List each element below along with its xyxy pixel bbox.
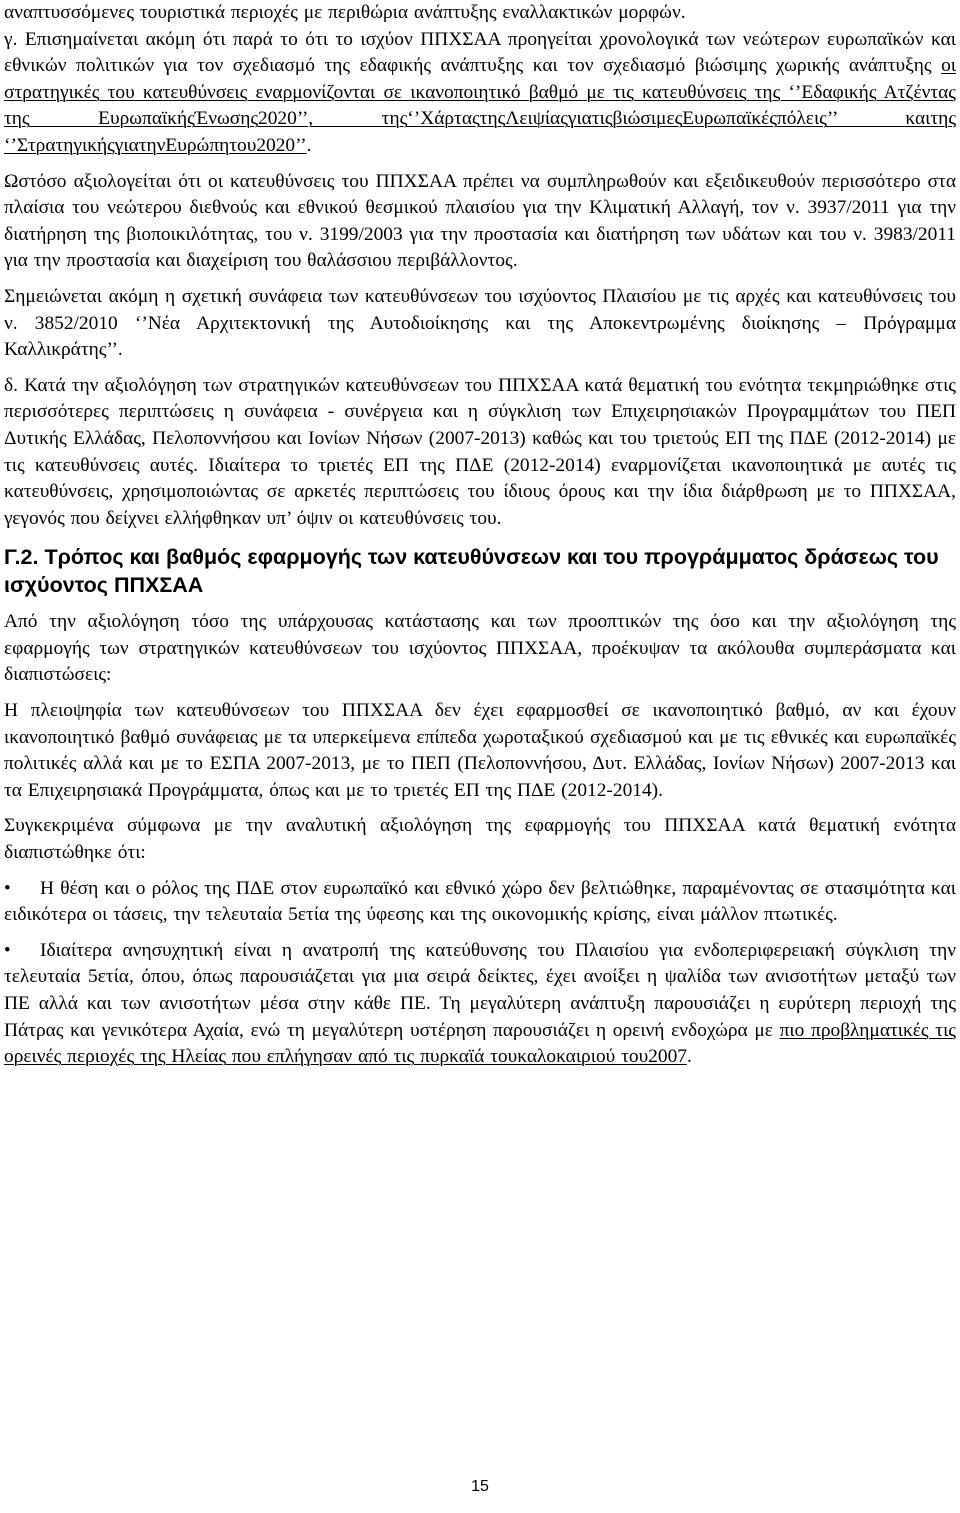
paragraph-specific: Συγκεκριμένα σύμφωνα με την αναλυτική αξιολόγηση της εφαρμογής του ΠΠΧΣΑΑ κατά θεματική ενότητα διαπιστώθηκε ότι: <box>4 815 956 864</box>
paragraph-majority: Η πλειοψηφία των κατευθύνσεων του ΠΠΧΣΑΑ δεν έχει εφαρμοσθεί σε ικανοποιητικό βαθμό, αν και έχουν ικανοποιητικό βαθμό συνάφειας με τα υπερκείμενα επίπεδα χωροταξικού σχεδιασμού και με τις εθνικές και ευρωπαϊκές πολιτικές αλλά και με το ΕΣΠΑ 2007-2013, με το ΠΕΠ (Πελοποννήσου, Δυτ. Ελλάδας, Ιονίων Νήσων) 2007-2013 και τα Επιχειρησιακά Προγράμματα, όπως και με το τριετές ΕΠ της ΠΔΕ (2012-2014). <box>4 700 956 801</box>
bullet-item-convergence-text: Ιδιαίτερα ανησυχητική είναι η ανατροπή της κατεύθυνσης του Πλαισίου για ενδοπεριφερειακή σύγκλιση την τελευταία 5ετία, όπου, όπως παρουσιάζεται για μια σειρά δείκτες, έχει ανοίξει η ψαλίδα των ανισοτήτων μεταξύ των ΠΕ αλλά και των ανισοτήτων μέσα στην κάθε ΠΕ. Τη μεγαλύτερη ανάπτυξη παρουσιάζει η ευρύτερη περιοχή της Πάτρας και γενικότερα Αχαία, ενώ τη μεγαλύτερη υστέρηση παρουσιάζει η ορεινή ενδοχώρα με <box>4 939 956 1041</box>
section-heading: Γ.2. Τρόπος και βαθμός εφαρμογής των κατευθύνσεων και του προγράμματος δράσεως του ισχύοντος ΠΠΧΣΑΑ <box>4 545 939 598</box>
paragraph-evaluation: Από την αξιολόγηση τόσο της υπάρχουσας κατάστασης και των προοπτικών της όσο και την αξιολόγηση της εφαρμογής των στρατηγικών κατευθύνσεων του ισχύοντος ΠΠΧΣΑΑ, προέκυψαν τα ακόλουθα συμπεράσματα και διαπιστώσεις: <box>4 611 956 686</box>
underlined-strategic-directions: οι στρατηγικές του κατευθύνσεις εναρμονίζονται σε ικανοποιητικό βαθμό με τις κατευθύνσεις της ‘’Εδαφικής Ατζέντας της ΕυρωπαϊκήςΈνωσης2020’’, της‘’ΧάρταςτηςΛειψίαςγιατιςβιώσιμεςΕυρωπαϊκέςπόλεις’’ καιτης ‘’ΣτρατηγικήςγιατηνΕυρώπητου2020’’ <box>4 55 956 156</box>
bullet-icon: • <box>4 877 11 899</box>
paragraph-gamma <box>4 27 956 160</box>
bullet-item-position <box>4 876 956 929</box>
bullet-icon: • <box>4 939 11 961</box>
paragraph-however: Ωστόσο αξιολογείται ότι οι κατευθύνσεις του ΠΠΧΣΑΑ πρέπει να συμπληρωθούν και εξειδικευθούν περισσότερο στα πλαίσια του νεώτερου διεθνούς και εθνικού θεσμικού πλαισίου για την Κλιματική Αλλαγή, τον ν. 3937/2011 για την διατήρηση της βιοποικιλότητας, του ν. 3199/2003 για την προστασία και διατήρηση των υδάτων και του ν. 3983/2011 για την προστασία και διαχείριση του θαλάσσιου περιβάλλοντος. <box>4 170 956 272</box>
underlined-ilia-areas: πιο προβληματικές τις ορεινές περιοχές της Ηλείας που επλήγησαν από τις πυρκαϊά τουκαλοκαιριού του2007 <box>4 1019 956 1068</box>
bullet-item-position-text: Η θέση και ο ρόλος της ΠΔΕ στον ευρωπαϊκό και εθνικό χώρο δεν βελτιώθηκε, παραμένοντας σε στασιμότητα και ειδικότερα οι τάσεις, την τελευταία 5ετία της ύφεσης και της οικονομικής κρίσης, είναι μάλλον πτωτικές. <box>4 877 956 926</box>
paragraph-delta: δ. Κατά την αξιολόγηση των στρατηγικών κατευθύνσεων του ΠΠΧΣΑΑ κατά θεματική του ενότητα τεκμηριώθηκε στις περισσότερες περιπτώσεις η συνάφεια - συνέργεια και η σύγκλιση των Επιχειρησιακών Προγραμμάτων του ΠΕΠ Δυτικής Ελλάδας, Πελοποννήσου και Ιονίων Νήσων (2007-2013) καθώς και του τριετούς ΕΠ της ΠΔΕ (2012-2014) με τις κατευθύνσεις αυτές. Ιδιαίτερα το τριετές ΕΠ της ΠΔΕ (2012-2014) εναρμονίζεται ικανοποιητικά με αυτές τις κατευθύνσεις, χρησιμοποιώντας σε αρκετές περιπτώσεις του ίδιους όρους και την ίδια διάρθρωση με το ΠΠΧΣΑΑ, γεγονός που δείχνει ελλήφθηκαν υπ’ όψιν οι κατευθύνσεις του. <box>4 374 956 529</box>
page-number: 15 <box>471 1478 489 1495</box>
paragraph-gamma-text: γ. Επισημαίνεται ακόμη ότι παρά το ότι το ισχύον ΠΠΧΣΑΑ προηγείται χρονολογικά των νεώτερων ευρωπαϊκών και εθνικών πολιτικών για τον σχεδιασμό της εδαφικής ανάπτυξης και τον σχεδιασμό βιώσιμης χωρικής ανάπτυξης <box>4 28 956 77</box>
bullet-item-convergence-end: . <box>686 1046 692 1068</box>
paragraph-intro-continuation: αναπτυσσόμενες τουριστικά περιοχές με περιθώρια ανάπτυξης εναλλακτικών μορφών. <box>4 2 686 23</box>
paragraph-gamma-end: . <box>306 134 312 156</box>
paragraph-note: Σημειώνεται ακόμη η σχετική συνάφεια των κατευθύνσεων του ισχύοντος Πλαισίου με τις αρχές και κατευθύνσεις του ν. 3852/2010 ‘’Νέα Αρχιτεκτονική της Αυτοδιοίκησης και της Αποκεντρωμένης διοίκησης – Πρόγραμμα Καλλικράτης’’. <box>4 285 956 361</box>
bullet-item-convergence <box>4 938 956 1071</box>
